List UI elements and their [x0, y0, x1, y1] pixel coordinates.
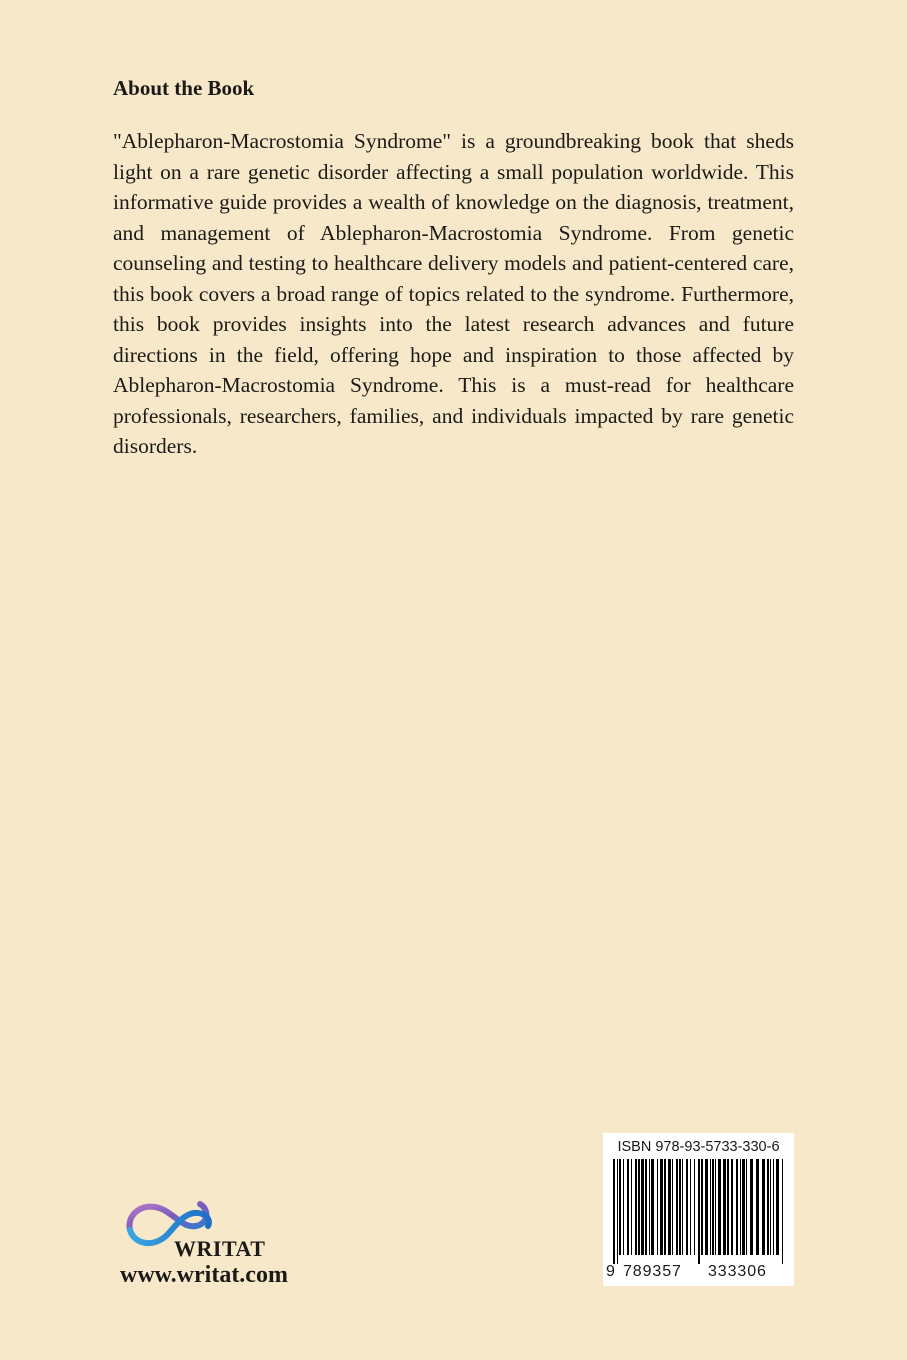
barcode-bar: [660, 1159, 663, 1255]
barcode-bar: [712, 1159, 714, 1255]
barcode-bar: [638, 1159, 640, 1255]
book-description: "Ablepharon-Macrostomia Syndrome" is a groundbreaking book that sheds light on a rare genetic disorder affecting a small population worldwide. This informative guide provides a wealth of knowledge on the diagnosis, treatment, and management of Ablepharon-Macrostomia Syndrome. From genetic counseling and testing to healthcare delivery models and patient-centered care, this book covers a broad range of topics related to the syndrome. Furthermore, this book provides insights into the latest research advances and future directions in the field, offering hope and inspiration to those affected by Ablepharon-Macrostomia Syndrome. This is a must-read for healthcare professionals, researchers, families, and individuals impacted by rare genetic disorders.: [113, 129, 794, 458]
barcode-bar: [770, 1159, 771, 1255]
barcode-bar: [645, 1159, 647, 1255]
barcode-bar: [776, 1159, 779, 1255]
barcode-bar: [715, 1159, 716, 1255]
barcode-bar: [727, 1159, 729, 1255]
barcode-digits-right: 333306: [708, 1263, 767, 1280]
barcode-bar: [701, 1159, 703, 1255]
barcode-bar: [731, 1159, 733, 1255]
barcode-bar: [782, 1159, 783, 1264]
barcode-bar: [635, 1159, 637, 1255]
publisher-block: [120, 1192, 330, 1292]
barcode-bar: [679, 1159, 681, 1255]
barcode-bar: [736, 1159, 738, 1255]
barcode-bar: [710, 1159, 711, 1255]
barcode-bar: [631, 1159, 632, 1255]
barcode-bar: [641, 1159, 644, 1255]
barcode-bar: [762, 1159, 765, 1255]
barcode-bar: [698, 1159, 700, 1264]
about-heading: About the Book: [113, 76, 255, 100]
barcode-bar: [718, 1159, 721, 1255]
barcode-bar: [657, 1159, 658, 1255]
barcode-bar: [672, 1159, 673, 1255]
barcode-bar: [746, 1159, 747, 1255]
barcode-digits-left: 789357: [623, 1263, 682, 1280]
barcode-bar: [649, 1159, 650, 1255]
barcode-bar: [705, 1159, 708, 1255]
barcode-bar: [664, 1159, 666, 1255]
barcode-bar: [619, 1159, 621, 1255]
isbn-barcode: [603, 1133, 794, 1286]
barcode-bar: [767, 1159, 769, 1255]
barcode-bar: [694, 1159, 695, 1255]
barcode-digit-lead: 9: [606, 1263, 616, 1280]
barcode-bars: [613, 1159, 784, 1264]
barcode-bar: [627, 1159, 629, 1255]
barcode-bar: [773, 1159, 774, 1255]
barcode-bar: [676, 1159, 678, 1255]
barcode-bar: [742, 1159, 745, 1255]
barcode-bar: [750, 1159, 753, 1255]
isbn-label: ISBN 978-93-5733-330-6: [617, 1139, 780, 1155]
barcode-bar: [690, 1159, 691, 1255]
publisher-name: WRITAT: [174, 1236, 266, 1261]
barcode-bar: [723, 1159, 726, 1255]
barcode-bar: [756, 1159, 759, 1255]
publisher-website[interactable]: www.writat.com: [120, 1262, 288, 1288]
barcode-bar: [686, 1159, 688, 1255]
barcode-bar: [682, 1159, 683, 1255]
barcode-bar: [617, 1159, 618, 1264]
barcode-bar: [651, 1159, 654, 1255]
barcode-bar: [740, 1159, 741, 1255]
barcode-bar: [613, 1159, 615, 1264]
barcode-bar: [623, 1159, 624, 1255]
barcode-bar: [668, 1159, 671, 1255]
